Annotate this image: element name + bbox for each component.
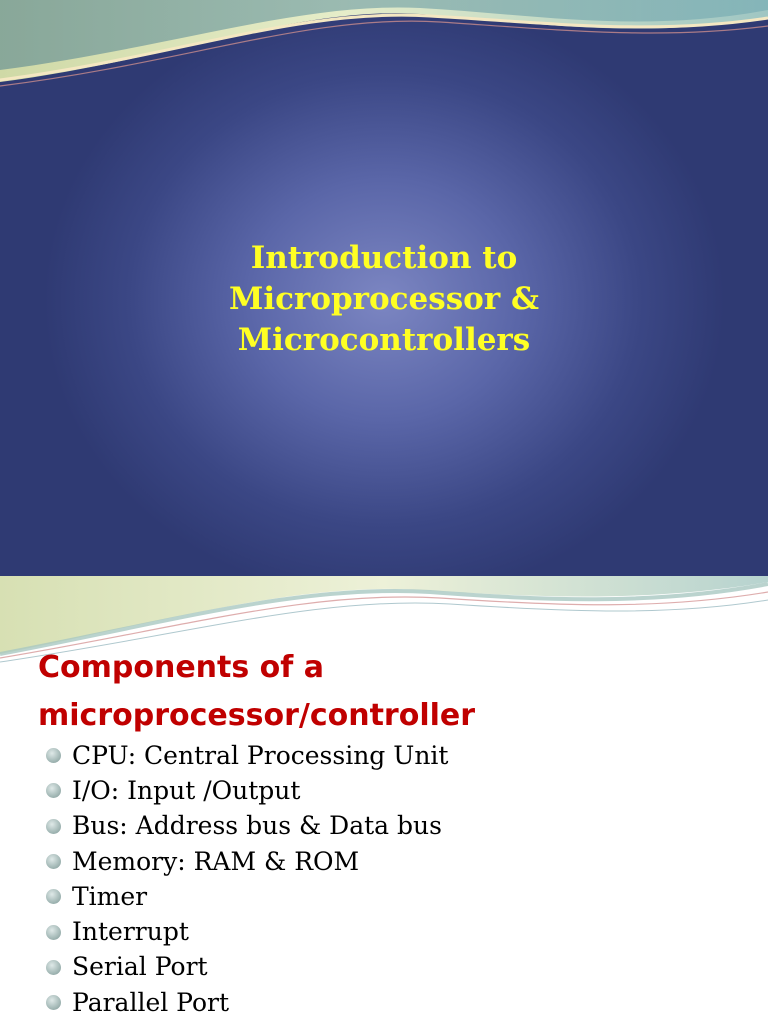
- heading-line: Components of a: [38, 650, 325, 685]
- list-item: [46, 809, 448, 844]
- heading-line: microprocessor/controller: [38, 698, 476, 733]
- bullet-icon: [46, 748, 61, 763]
- list-item-text: Bus: Address bus & Data bus: [72, 811, 442, 841]
- list-item: [46, 879, 448, 914]
- bullet-icon: [46, 854, 61, 869]
- list-item-text: Interrupt: [72, 917, 189, 947]
- bullet-icon: [46, 819, 61, 834]
- list-item-text: CPU: Central Processing Unit: [72, 740, 449, 770]
- list-item: [46, 950, 448, 985]
- list-item: [46, 985, 448, 1020]
- components-list: [46, 738, 448, 1020]
- bullet-icon: [46, 783, 61, 798]
- bullet-icon: [46, 960, 61, 975]
- list-item-text: Parallel Port: [72, 987, 230, 1017]
- decorative-wave-top: [0, 0, 768, 100]
- bullet-icon: [46, 995, 61, 1010]
- list-item-text: Memory: RAM & ROM: [72, 846, 360, 876]
- slide-heading: [38, 644, 475, 740]
- title-line: Microcontrollers: [237, 322, 531, 358]
- list-item: [46, 773, 448, 808]
- list-item-text: Timer: [72, 881, 148, 911]
- list-item: [46, 914, 448, 949]
- bullet-icon: [46, 889, 61, 904]
- list-item: [46, 738, 448, 773]
- title-line: Microprocessor &: [229, 281, 539, 317]
- bullet-icon: [46, 925, 61, 940]
- slide-title: [150, 238, 618, 361]
- title-line: Introduction to: [250, 240, 518, 276]
- list-item-text: Serial Port: [72, 952, 208, 982]
- list-item-text: I/O: Input /Output: [72, 775, 301, 805]
- list-item: [46, 844, 448, 879]
